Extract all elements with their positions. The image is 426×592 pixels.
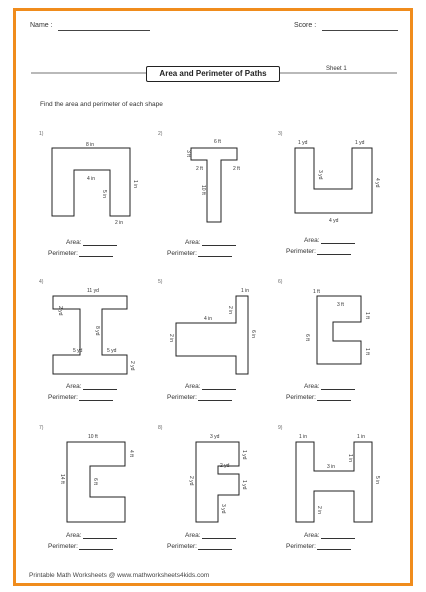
dim-label: 5 yd <box>73 348 83 354</box>
dim-label: 2 yd <box>57 306 63 316</box>
dim-label: 1 ft <box>313 289 320 295</box>
perimeter-answer[interactable] <box>286 543 351 550</box>
dim-label: 1 ft <box>364 312 370 319</box>
answer-blank[interactable] <box>83 532 117 539</box>
area-label: Area: <box>304 532 320 539</box>
sheet-number: Sheet 1 <box>326 66 347 72</box>
dim-label: 6 in <box>250 330 256 339</box>
dim-label: 1 yd <box>355 140 365 146</box>
dim-label: 4 yd <box>374 178 380 188</box>
dim-label: 11 yd <box>87 288 99 294</box>
dim-label: 1 yd <box>298 140 308 146</box>
perimeter-label: Perimeter: <box>286 248 316 255</box>
dim-label: 3 in <box>327 464 336 470</box>
perimeter-label: Perimeter: <box>286 543 316 550</box>
answer-blank[interactable] <box>198 543 232 550</box>
dim-label: 6 ft <box>92 478 98 485</box>
dim-label: 5 yd <box>107 348 117 354</box>
answer-blank[interactable] <box>321 532 355 539</box>
dim-label: 3 ft <box>185 150 191 157</box>
perimeter-label: Perimeter: <box>167 543 197 550</box>
perimeter-label: Perimeter: <box>48 543 78 550</box>
perimeter-label: Perimeter: <box>167 250 197 257</box>
dim-label: 4 in <box>87 176 96 182</box>
dim-label: 1 in <box>357 434 366 440</box>
area-label: Area: <box>304 383 320 390</box>
instructions: Find the area and perimeter of each shape <box>40 101 163 108</box>
dim-label: 3 yd <box>317 170 323 180</box>
dim-label: 1 ft <box>364 348 370 355</box>
shape-4 <box>53 296 127 374</box>
name-label: Name : <box>30 22 53 29</box>
dim-label: 8 in <box>86 142 95 148</box>
dim-label: 5 in <box>374 476 380 485</box>
shape-3 <box>295 148 372 213</box>
dim-label: 2 yd <box>129 361 135 371</box>
dim-label: 2 in <box>168 334 174 343</box>
problem-number: 8) <box>158 425 163 431</box>
dim-label: 4 ft <box>128 450 134 457</box>
dim-label: 2 yd <box>220 463 230 469</box>
answer-blank[interactable] <box>79 543 113 550</box>
answer-blank[interactable] <box>83 383 117 390</box>
answer-blank[interactable] <box>198 250 232 257</box>
dim-label: 1 in <box>347 454 353 463</box>
answer-blank[interactable] <box>202 383 236 390</box>
dim-label: 4 yd <box>329 218 339 224</box>
area-label: Area: <box>66 532 82 539</box>
dim-label: 1 in <box>132 180 138 189</box>
perimeter-label: Perimeter: <box>286 394 316 401</box>
dim-label: 3 ft <box>337 302 344 308</box>
problem-number: 7) <box>39 425 44 431</box>
area-answer[interactable] <box>185 532 236 539</box>
answer-blank[interactable] <box>317 543 351 550</box>
answer-blank[interactable] <box>202 532 236 539</box>
perimeter-answer[interactable] <box>167 394 232 401</box>
area-label: Area: <box>66 239 82 246</box>
problem-number: 2) <box>158 131 163 137</box>
perimeter-answer[interactable] <box>167 543 232 550</box>
dim-label: 4 in <box>204 316 213 322</box>
area-label: Area: <box>66 383 82 390</box>
answer-blank[interactable] <box>83 239 117 246</box>
dim-label: 1 in <box>299 434 308 440</box>
answer-blank[interactable] <box>317 394 351 401</box>
area-answer[interactable] <box>304 532 355 539</box>
dim-label: 6 ft <box>304 334 310 341</box>
area-label: Area: <box>185 532 201 539</box>
problem-number: 4) <box>39 279 44 285</box>
area-answer[interactable] <box>304 237 355 244</box>
perimeter-answer[interactable] <box>286 394 351 401</box>
area-answer[interactable] <box>185 239 236 246</box>
perimeter-answer[interactable] <box>48 250 113 257</box>
area-label: Area: <box>185 239 201 246</box>
perimeter-answer[interactable] <box>48 543 113 550</box>
area-answer[interactable] <box>66 383 117 390</box>
area-label: Area: <box>304 237 320 244</box>
dim-label: 10 ft <box>88 434 98 440</box>
perimeter-label: Perimeter: <box>48 394 78 401</box>
area-answer[interactable] <box>66 532 117 539</box>
answer-blank[interactable] <box>202 239 236 246</box>
dim-label: 1 yd <box>241 480 247 490</box>
problem-number: 3) <box>278 131 283 137</box>
footer-credit: Printable Math Worksheets @ www.mathworksheets4kids.com <box>29 572 210 579</box>
shape-8 <box>196 442 239 522</box>
shape-2 <box>191 148 237 222</box>
perimeter-answer[interactable] <box>286 248 351 255</box>
answer-blank[interactable] <box>321 237 355 244</box>
perimeter-label: Perimeter: <box>48 250 78 257</box>
dim-label: 8 yd <box>94 326 100 336</box>
perimeter-answer[interactable] <box>167 250 232 257</box>
problem-number: 6) <box>278 279 283 285</box>
answer-blank[interactable] <box>198 394 232 401</box>
dim-label: 14 ft <box>59 474 65 484</box>
dim-label: 1 yd <box>241 450 247 460</box>
dim-label: 3 yd <box>210 434 220 440</box>
shape-9 <box>296 442 372 522</box>
area-answer[interactable] <box>66 239 117 246</box>
dim-label: 2 ft <box>196 166 203 172</box>
problem-number: 5) <box>158 279 163 285</box>
score-label: Score : <box>294 22 317 29</box>
area-label: Area: <box>185 383 201 390</box>
dim-label: 3 yd <box>220 504 226 514</box>
area-answer[interactable] <box>304 383 355 390</box>
dim-label: 1 in <box>241 288 250 294</box>
perimeter-label: Perimeter: <box>167 394 197 401</box>
answer-blank[interactable] <box>317 248 351 255</box>
shape-5 <box>176 296 248 374</box>
shape-1 <box>52 148 130 216</box>
page-title: Area and Perimeter of Paths <box>146 66 280 82</box>
dim-label: 2 ft <box>233 166 240 172</box>
answer-blank[interactable] <box>79 394 113 401</box>
problem-number: 1) <box>39 131 44 137</box>
dim-label: 2 in <box>227 306 233 315</box>
answer-blank[interactable] <box>321 383 355 390</box>
dim-label: 2 yd <box>188 476 194 486</box>
dim-label: 10 ft <box>200 185 206 195</box>
problem-number: 9) <box>278 425 283 431</box>
perimeter-answer[interactable] <box>48 394 113 401</box>
area-answer[interactable] <box>185 383 236 390</box>
dim-label: 2 in <box>115 220 124 226</box>
dim-label: 5 in <box>101 190 107 199</box>
dim-label: 6 ft <box>214 139 221 145</box>
answer-blank[interactable] <box>79 250 113 257</box>
dim-label: 2 in <box>316 506 322 515</box>
